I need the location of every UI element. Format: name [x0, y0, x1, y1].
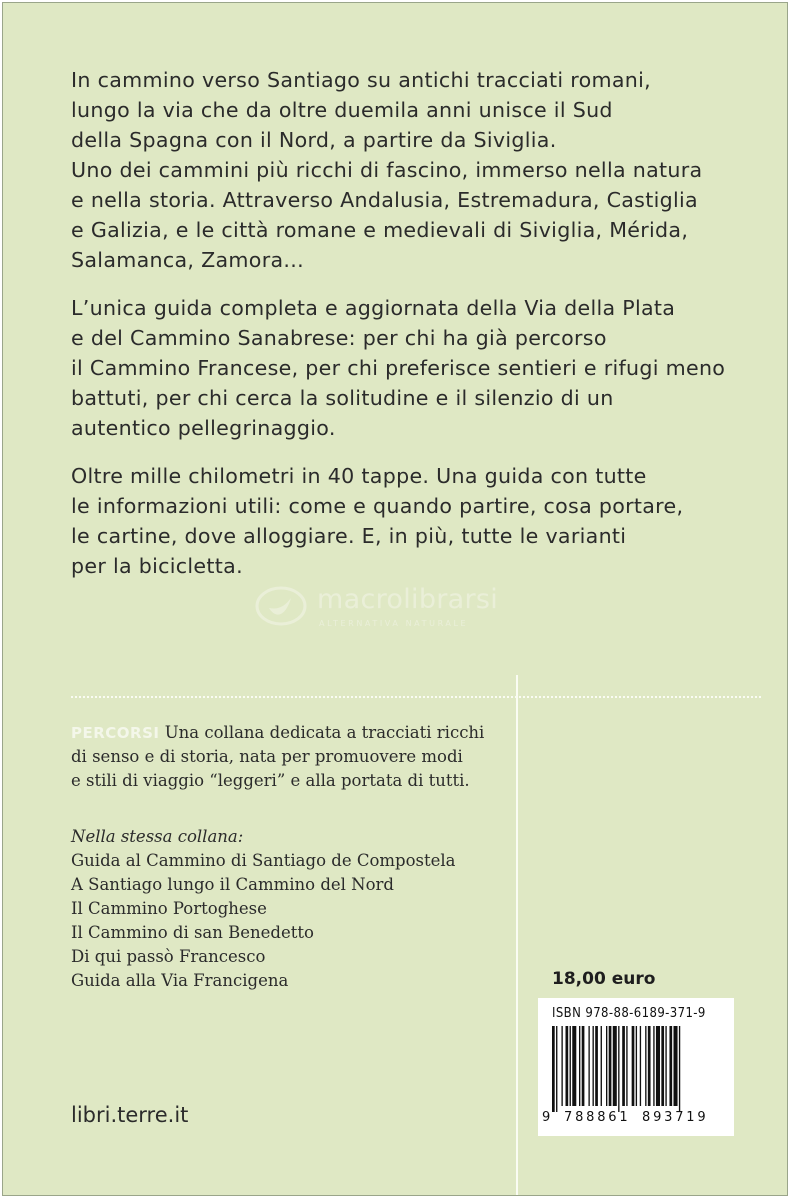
series-text: Una collana dedicata a tracciati ricchi	[164, 723, 485, 742]
barcode-bar	[626, 1026, 627, 1106]
barcode-bar	[613, 1026, 617, 1106]
series-description	[71, 721, 511, 793]
blurb-line: lungo la via che da oltre duemila anni unisce il Sud	[71, 98, 613, 122]
barcode-bar	[648, 1026, 651, 1106]
same-series-list	[71, 825, 511, 993]
blurb-paragraph-1	[71, 65, 761, 275]
barcode-bar	[632, 1026, 635, 1106]
barcode-bar	[570, 1026, 571, 1106]
vertical-divider	[516, 675, 518, 1196]
barcode-bar	[661, 1026, 664, 1106]
isbn-text: ISBN 978-88-6189-371-9	[552, 1006, 706, 1021]
cover-blurb	[71, 65, 761, 599]
macrolibrarsi-watermark	[255, 576, 555, 636]
barcode-bar	[582, 1026, 585, 1106]
blurb-line: battuti, per chi cerca la solitudine e il silenzio di un	[71, 386, 614, 410]
book-back-cover	[2, 2, 788, 1196]
blurb-line: della Spagna con il Nord, a partire da Siviglia.	[71, 128, 557, 152]
same-series-title: Di qui passò Francesco	[71, 947, 266, 966]
barcode-digit-group-2: 893719	[642, 1110, 709, 1125]
blurb-paragraph-2	[71, 293, 761, 443]
watermark-tagline: ALTERNATIVA NATURALE	[319, 619, 469, 628]
series-label: PERCORSI	[71, 724, 160, 742]
blurb-line: e Galizia, e le città romane e medievali di Siviglia, Mérida,	[71, 218, 689, 242]
series-line-3: e stili di viaggio “leggeri” e alla portata di tutti.	[71, 771, 470, 790]
barcode-bar	[618, 1026, 619, 1112]
blurb-line: per la bicicletta.	[71, 554, 243, 578]
same-series-title: A Santiago lungo il Cammino del Nord	[71, 875, 394, 894]
same-series-title: Il Cammino Portoghese	[71, 899, 267, 918]
series-line-1	[71, 721, 511, 745]
barcode-bar	[561, 1026, 562, 1106]
barcode-bar	[595, 1026, 598, 1106]
barcode-icon	[538, 1026, 734, 1112]
barcode-bar	[622, 1026, 625, 1106]
watermark-name: macrolibrarsi	[317, 584, 499, 615]
barcode-bar	[640, 1026, 641, 1106]
blurb-line: Oltre mille chilometri in 40 tappe. Una guida con tutte	[71, 464, 647, 488]
same-series-heading: Nella stessa collana:	[71, 827, 244, 846]
barcode-bar	[636, 1026, 637, 1106]
price: 18,00 euro	[552, 969, 656, 989]
blurb-line: e del Cammino Sanabrese: per chi ha già percorso	[71, 326, 607, 350]
barcode-bar	[669, 1026, 672, 1106]
barcode-bar	[588, 1026, 589, 1106]
barcode-bar	[579, 1026, 580, 1106]
publisher-website: libri.terre.it	[71, 1103, 189, 1127]
same-series-title: Il Cammino di san Benedetto	[71, 923, 314, 942]
blurb-line: L’unica guida completa e aggiornata della Via della Plata	[71, 296, 676, 320]
barcode-bar	[656, 1026, 660, 1106]
barcode-bar	[566, 1026, 569, 1106]
barcode-bar	[645, 1026, 646, 1106]
barcode-box	[538, 998, 734, 1136]
blurb-line: Salamanca, Zamora...	[71, 248, 304, 272]
barcode-bar	[556, 1026, 557, 1112]
barcode-digit-first: 9	[542, 1110, 551, 1125]
barcode-bar	[606, 1026, 607, 1106]
horizontal-divider	[71, 696, 761, 698]
barcode-bar	[653, 1026, 654, 1106]
barcode-bar	[674, 1026, 678, 1106]
blurb-paragraph-3	[71, 461, 761, 581]
barcode-bar	[552, 1026, 555, 1112]
blurb-line: In cammino verso Santiago su antichi tracciati romani,	[71, 68, 651, 92]
same-series-title: Guida alla Via Francigena	[71, 971, 289, 990]
barcode-bar	[572, 1026, 576, 1106]
barcode-bar	[593, 1026, 594, 1106]
same-series-title: Guida al Cammino di Santiago de Compostela	[71, 851, 456, 870]
blurb-line: e nella storia. Attraverso Andalusia, Estremadura, Castiglia	[71, 188, 698, 212]
barcode-bar	[679, 1026, 680, 1112]
barcode-bar	[665, 1026, 666, 1106]
series-line-2: di senso e di storia, nata per promuovere modi	[71, 747, 463, 766]
barcode-bar	[609, 1026, 612, 1106]
blurb-line: il Cammino Francese, per chi preferisce sentieri e rifugi meno	[71, 356, 726, 380]
leaf-logo-icon	[255, 584, 311, 628]
barcode-digit-group-1: 788861	[564, 1110, 631, 1125]
blurb-line: autentico pellegrinaggio.	[71, 416, 336, 440]
blurb-line: Uno dei cammini più ricchi di fascino, immerso nella natura	[71, 158, 703, 182]
barcode-bar	[601, 1026, 602, 1106]
blurb-line: le informazioni utili: come e quando partire, cosa portare,	[71, 494, 684, 518]
blurb-line: le cartine, dove alloggiare. E, in più, tutte le varianti	[71, 524, 627, 548]
